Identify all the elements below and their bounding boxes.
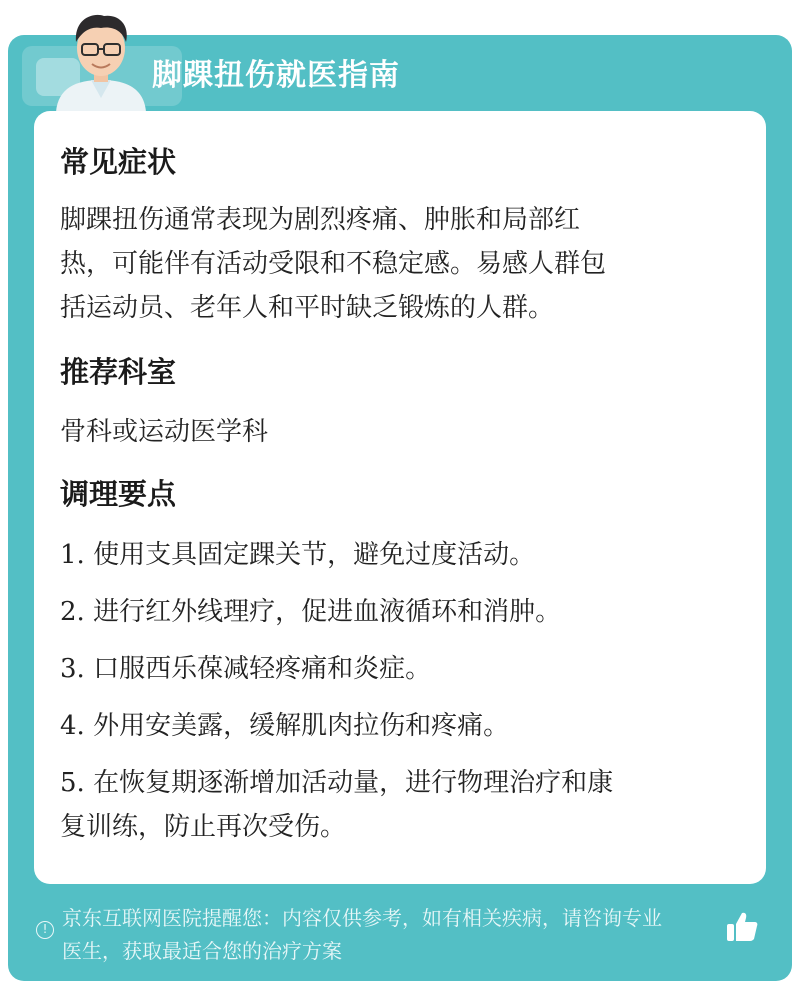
doctor-avatar bbox=[46, 8, 156, 112]
disclaimer-line-2: 医生，获取最适合您的治疗方案 bbox=[62, 939, 342, 963]
care-item-2 bbox=[60, 590, 561, 634]
symptoms-line-2: 热，可能伴有活动受限和不稳定感。易感人群包 bbox=[60, 249, 607, 279]
care-item-number: 1. bbox=[60, 540, 85, 570]
symptoms-line-1: 脚踝扭伤通常表现为剧烈疼痛、肿胀和局部红 bbox=[60, 205, 581, 235]
care-item-text: 口服西乐葆减轻疼痛和炎症。 bbox=[93, 654, 432, 684]
disclaimer-line-1: 京东互联网医院提醒您：内容仅供参考，如有相关疾病，请咨询专业 bbox=[62, 906, 662, 930]
thumbs-up-icon[interactable] bbox=[724, 909, 760, 945]
care-item-number: 4. bbox=[60, 711, 85, 741]
care-item-1 bbox=[60, 533, 535, 577]
care-item-number: 5. bbox=[60, 768, 85, 798]
info-icon: ! bbox=[36, 921, 54, 939]
page-title: 脚踝扭伤就医指南 bbox=[152, 58, 400, 93]
section-heading-care: 调理要点 bbox=[60, 477, 177, 511]
department-text: 骨科或运动医学科 bbox=[60, 417, 269, 447]
disclaimer bbox=[62, 902, 727, 968]
care-item-text: 进行红外线理疗，促进血液循环和消肿。 bbox=[93, 597, 562, 627]
care-item-5 bbox=[60, 761, 613, 805]
care-item-3 bbox=[60, 647, 431, 691]
care-item-number: 3. bbox=[60, 654, 85, 684]
care-item-text: 在恢复期逐渐增加活动量，进行物理治疗和康 bbox=[93, 768, 614, 798]
symptoms-line-3: 括运动员、老年人和平时缺乏锻炼的人群。 bbox=[60, 293, 555, 323]
care-item-text: 外用安美露，缓解肌肉拉伤和疼痛。 bbox=[93, 711, 510, 741]
care-item-number: 2. bbox=[60, 597, 85, 627]
section-heading-department: 推荐科室 bbox=[60, 355, 177, 389]
section-heading-symptoms: 常见症状 bbox=[60, 145, 177, 179]
care-item-4 bbox=[60, 704, 509, 748]
care-item-text: 使用支具固定踝关节，避免过度活动。 bbox=[93, 540, 536, 570]
care-item-5-continued: 复训练，防止再次受伤。 bbox=[60, 812, 347, 842]
